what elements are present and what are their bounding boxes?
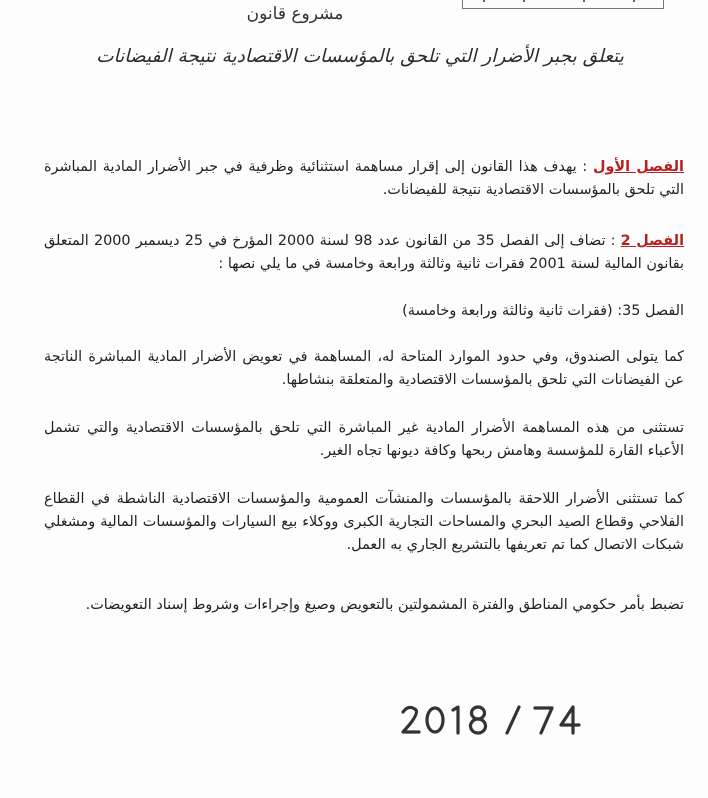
stamp-number-drawing (395, 700, 585, 740)
paragraph-fund: كما يتولى الصندوق، وفي حدود الموارد المتاحة له، المساهمة في تعويض الأضرار المادية المباشرة الناتجة عن الفيضانات التي تلحق بالمؤسسات الاقتصادية والمتعلقة بنشاطها. (44, 349, 684, 388)
corner-stamp-frame (462, 0, 664, 9)
article-1-text: يهدف هذا القانون إلى إقرار مساهمة استثنائية وظرفية في جبر الأضرار المادية المباشرة التي تلحق بالمؤسسات الاقتصادية نتيجة للفيضانات. (44, 159, 684, 198)
paragraph-decree: تضبط بأمر حكومي المناطق والفترة المشمولتين بالتعويض وصيغ وإجراءات وشروط إسناد التعويضات. (85, 597, 684, 613)
paragraph-exclusion-sectors: كما تستثنى الأضرار اللاحقة بالمؤسسات والمنشآت العمومية والمؤسسات الاقتصادية الناشطة في القطاع الفلاحي وقطاع الصيد البحري والمساحات التجارية الكبرى ووكلاء بيع السيارات والمؤسسات المالية ومشغلي شبكات الاتصال كما تم تعريفها بالتشريع الجاري به العمل. (44, 491, 684, 553)
article-35-heading: الفصل 35: (فقرات ثانية وثالثة ورابعة وخامسة) (402, 303, 684, 319)
document-title: يتعلق بجبر الأضرار التي تلحق بالمؤسسات الاقتصادية نتيجة الفيضانات (96, 46, 624, 67)
stamp-number (395, 700, 585, 740)
article-2: الفصل 2 : تضاف إلى الفصل 35 من القانون عدد 98 لسنة 2000 المؤرخ في 25 ديسمبر 2000 المتعلق بقانون المالية لسنة 2001 فقرات ثانية وثالثة ورابعة وخامسة في ما يلي نصها : (44, 233, 684, 272)
article-1: الفصل الأول : يهدف هذا القانون إلى إقرار مساهمة استثنائية وظرفية في جبر الأضرار المادية المباشرة التي تلحق بالمؤسسات الاقتصادية نتيجة للفيضانات. (44, 159, 684, 198)
bill-label: مشروع قانون (246, 4, 344, 24)
article-1-heading: الفصل الأول (592, 159, 684, 175)
paragraph-exclusion-indirect: تستثنى من هذه المساهمة الأضرار المادية غير المباشرة التي تلحق بالمؤسسات الاقتصادية والتي تشمل الأعباء القارة للمؤسسة وهامش ربحها وكافة ديونها تجاه الغير. (44, 420, 684, 459)
article-2-text: تضاف إلى الفصل 35 من القانون عدد 98 لسنة 2000 المؤرخ في 25 ديسمبر 2000 المتعلق بقانون المالية لسنة 2001 فقرات ثانية وثالثة ورابعة وخامسة في ما يلي نصها : (44, 233, 684, 272)
article-2-heading: الفصل 2 (620, 233, 684, 249)
